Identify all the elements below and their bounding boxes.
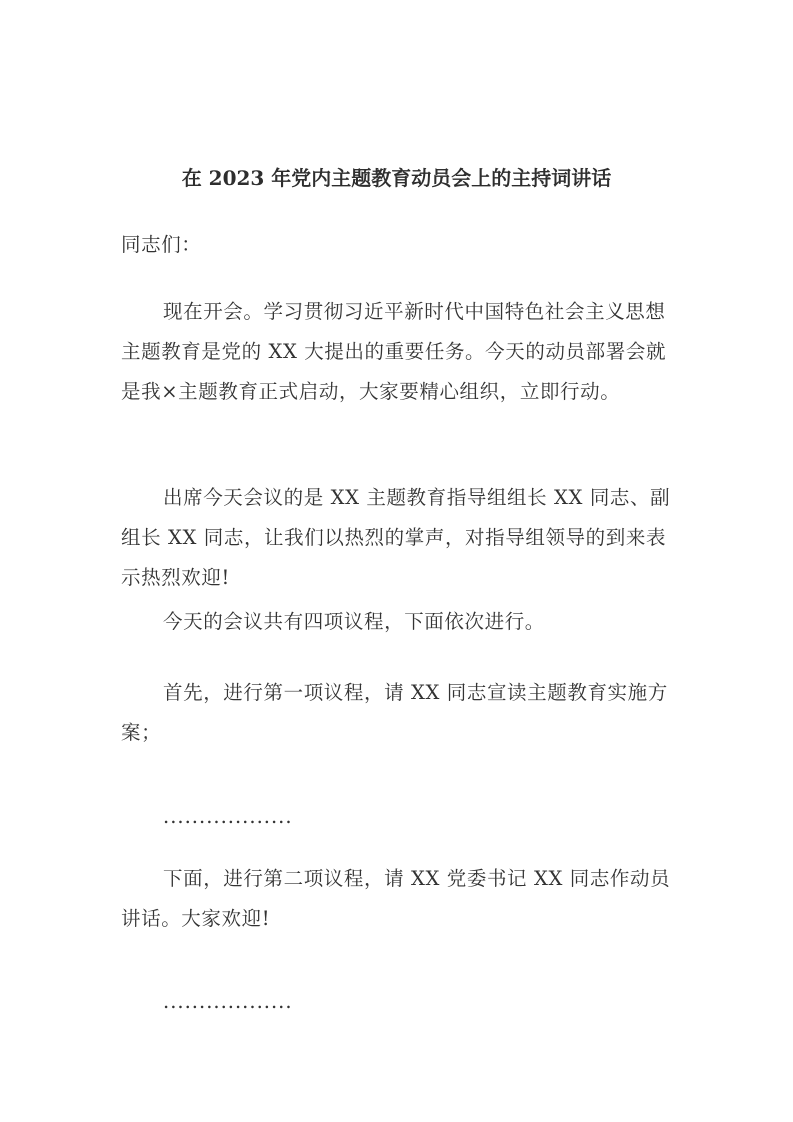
document-title: 在 2023 年党内主题教育动员会上的主持词讲话 bbox=[181, 166, 612, 190]
ellipsis-separator: .................. bbox=[163, 805, 293, 828]
salutation: 同志们： bbox=[121, 233, 202, 256]
paragraph-item-one: 首先，进行第一项议程，请 XX 同志宣读主题教育实施方案； bbox=[121, 681, 668, 744]
paragraph-item-two: 下面，进行第二项议程，请 XX 党委书记 XX 同志作动员讲话。大家欢迎! bbox=[121, 867, 671, 930]
paragraph-agenda: 今天的会议共有四项议程，下面依次进行。 bbox=[163, 610, 545, 633]
paragraph-opening: 现在开会。学习贯彻习近平新时代中国特色社会主义思想主题教育是党的 XX 大提出的重要任务。今天的动员部署会就是我×主题教育正式启动，大家要精心组织，立即行动。 bbox=[121, 300, 667, 403]
ellipsis-separator: .................. bbox=[163, 990, 293, 1013]
paragraph-attendees: 出席今天会议的是 XX 主题教育指导组组长 XX 同志、副组长 XX 同志，让我们以热烈的掌声，对指导组领导的到来表示热烈欢迎! bbox=[121, 486, 671, 589]
